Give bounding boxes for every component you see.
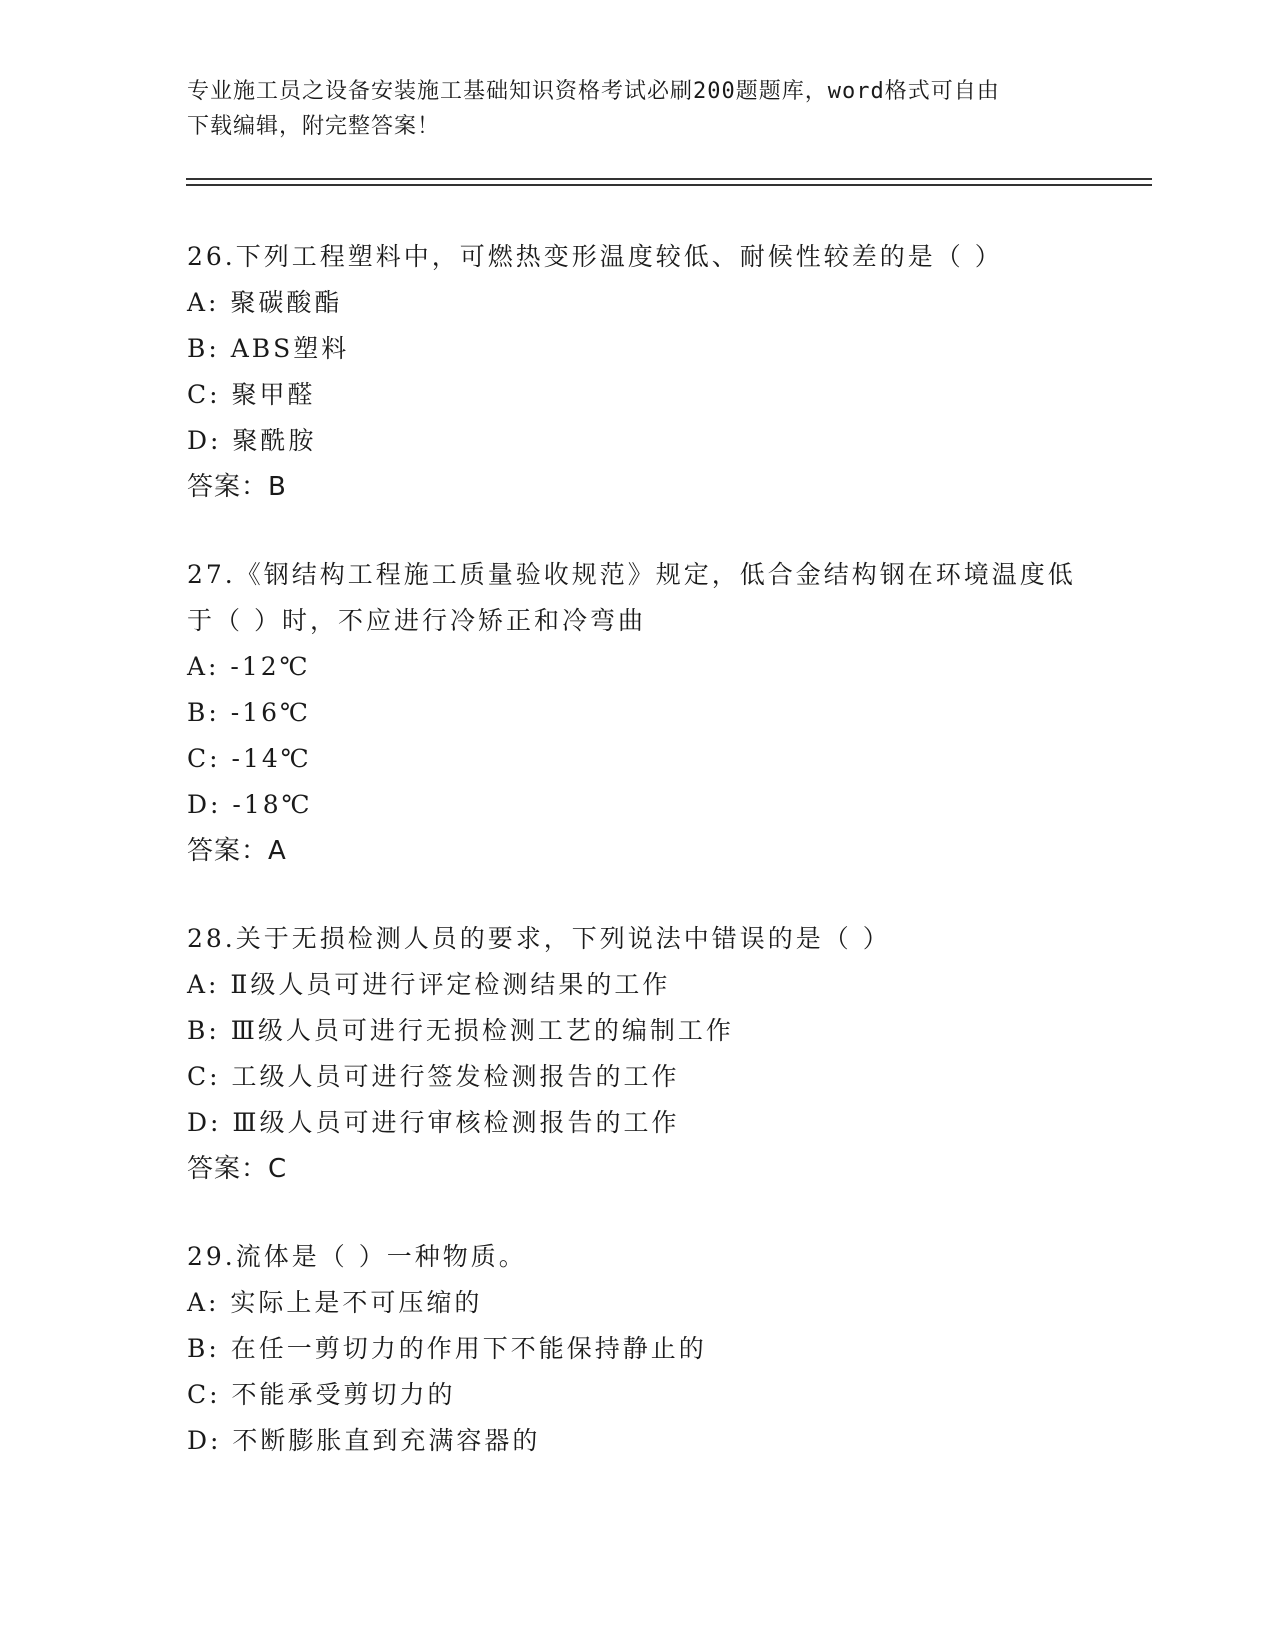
option-c: C: 不能承受剪切力的 xyxy=(187,1380,456,1409)
header-line-1: 专业施工员之设备安装施工基础知识资格考试必刷200题题库，word格式可自由 xyxy=(187,79,1000,104)
question-stem: 27.《钢结构工程施工质量验收规范》规定，低合金结构钢在环境温度低于（ ）时，不应进行冷矫正和冷弯曲 xyxy=(187,560,1076,635)
header-line-2: 下载编辑，附完整答案！ xyxy=(187,114,441,139)
question-26 xyxy=(187,234,1087,510)
option-b: B: -16℃ xyxy=(187,698,311,727)
question-stem: 28.关于无损检测人员的要求，下列说法中错误的是（ ） xyxy=(187,924,891,953)
option-d: D: -18℃ xyxy=(187,790,313,819)
option-a: A: 聚碳酸酯 xyxy=(187,288,343,317)
question-27 xyxy=(187,552,1087,874)
option-b: B: ABS塑料 xyxy=(187,334,350,363)
option-a: A: Ⅱ级人员可进行评定检测结果的工作 xyxy=(187,970,671,999)
header-divider-bottom xyxy=(186,184,1152,186)
option-b: B: Ⅲ级人员可进行无损检测工艺的编制工作 xyxy=(187,1016,734,1045)
option-c: C: 聚甲醛 xyxy=(187,380,316,409)
option-d: D: 不断膨胀直到充满容器的 xyxy=(187,1426,541,1455)
option-a: A: 实际上是不可压缩的 xyxy=(187,1288,483,1317)
option-c: C: 工级人员可进行签发检测报告的工作 xyxy=(187,1062,680,1091)
document-header xyxy=(187,74,1087,144)
question-29 xyxy=(187,1234,1087,1464)
option-d: D: Ⅲ级人员可进行审核检测报告的工作 xyxy=(187,1108,680,1137)
question-list xyxy=(187,234,1087,1506)
answer-key: 答案：A xyxy=(187,836,287,866)
option-d: D: 聚酰胺 xyxy=(187,426,317,455)
question-28 xyxy=(187,916,1087,1192)
option-a: A: -12℃ xyxy=(187,652,311,681)
option-b: B: 在任一剪切力的作用下不能保持静止的 xyxy=(187,1334,707,1363)
answer-key: 答案：B xyxy=(187,472,287,502)
option-c: C: -14℃ xyxy=(187,744,312,773)
header-divider-top xyxy=(186,178,1152,180)
answer-key: 答案：C xyxy=(187,1154,288,1184)
question-stem: 26.下列工程塑料中，可燃热变形温度较低、耐候性较差的是（ ） xyxy=(187,242,1003,271)
question-stem: 29.流体是（ ）一种物质。 xyxy=(187,1242,527,1271)
